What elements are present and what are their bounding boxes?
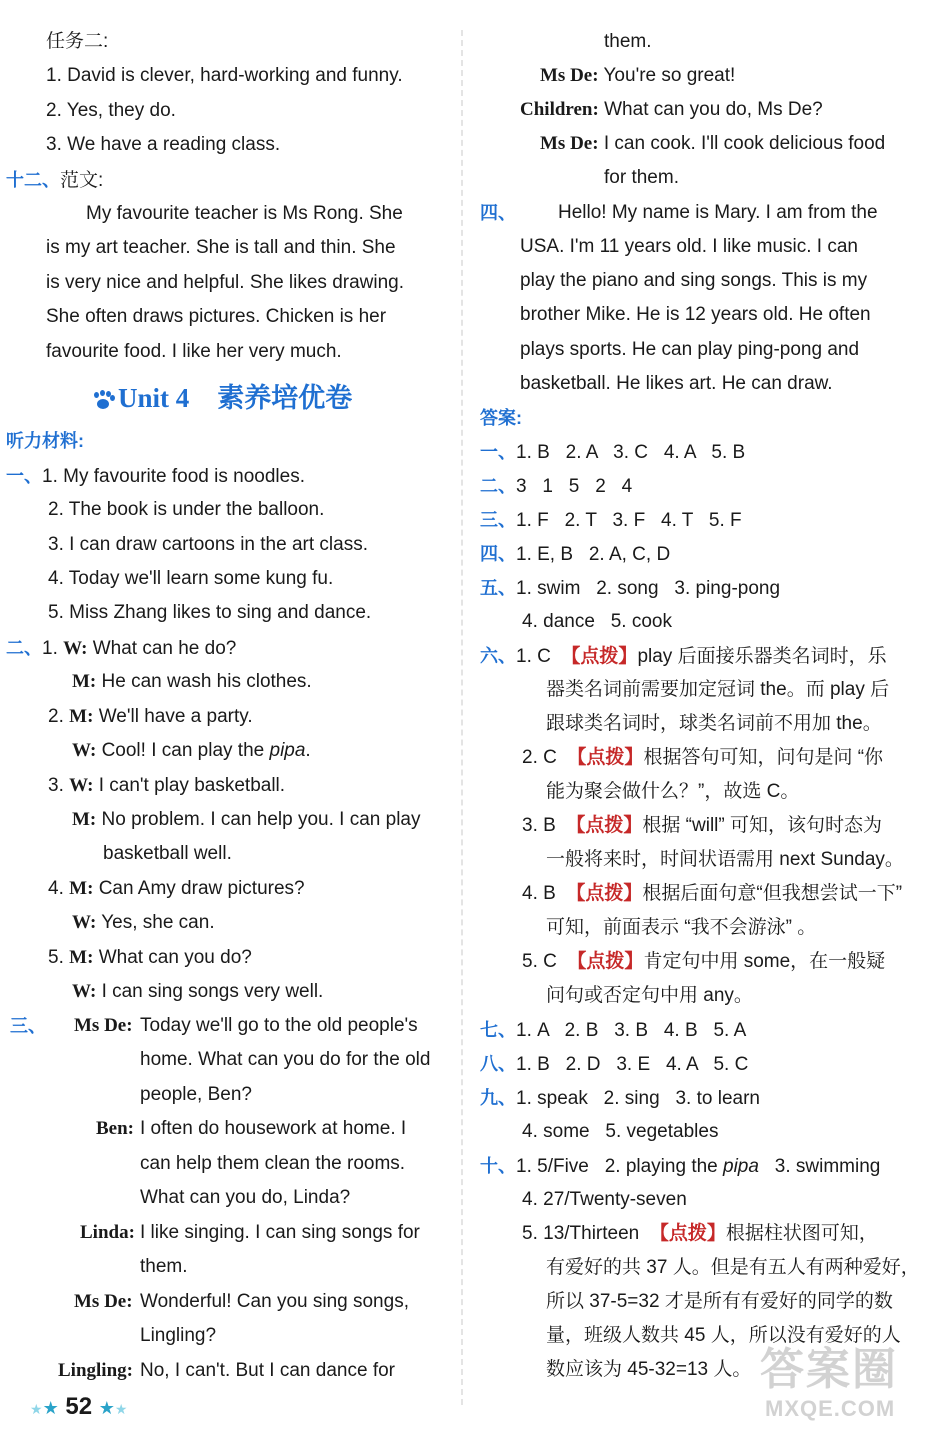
task2-item: 2. Yes, they do. xyxy=(46,100,176,121)
dialogue-row xyxy=(72,978,323,1006)
answer-text: 1. F 2. T 3. F 4. T 5. F xyxy=(516,510,742,531)
answer-row xyxy=(480,1050,748,1078)
speaker: Ms De: xyxy=(540,65,599,86)
explanation: 有爱好的共 37 人。但是有五人有两种爱好， xyxy=(546,1257,920,1278)
unit-subtitle: 素养培优卷 xyxy=(217,383,353,413)
tip-tag: 【点拨】 xyxy=(566,815,643,836)
section-label: 二、 xyxy=(480,476,516,496)
explanation: play 后面接乐器类名词时，乐 xyxy=(637,646,887,667)
speaker: Children: xyxy=(520,99,599,120)
dialogue-line: . xyxy=(305,740,311,761)
dialogue-line: I can cook. I'll cook delicious food xyxy=(603,133,886,154)
section-label: 一、 xyxy=(480,442,516,462)
explanation: 根据答句可知，问句是问 “你 xyxy=(643,747,884,768)
dialogue-line: Can Amy draw pictures? xyxy=(98,878,305,899)
speaker: W: xyxy=(63,638,88,659)
dialogue-line: home. What can you do for the old xyxy=(140,1049,431,1070)
section-label-3: 三、 xyxy=(10,1016,46,1036)
answer-text: 1. speak 2. sing 3. to learn xyxy=(516,1088,760,1109)
explanation: 肯定句中用 some，在一般疑 xyxy=(643,951,886,972)
section-label: 三、 xyxy=(480,510,516,530)
task2-item: 1. David is clever, hard-working and funny. xyxy=(46,65,403,86)
answer-text: 1. E, B 2. A, C, D xyxy=(516,544,671,565)
dialogue-row xyxy=(48,772,285,800)
explanation: 根据柱状图可知， xyxy=(725,1223,878,1244)
dialogue-line: I often do housework at home. I xyxy=(140,1118,407,1139)
q12-row xyxy=(6,166,103,194)
column-divider xyxy=(461,30,463,1405)
speaker: Ms De: xyxy=(74,1291,133,1312)
paw-icon xyxy=(92,392,114,410)
passage-line: basketball. He likes art. He can draw. xyxy=(520,373,833,394)
dialogue-number: 2. xyxy=(48,706,64,727)
speaker: W: xyxy=(72,740,97,761)
dialogue-line-italic: pipa xyxy=(269,740,306,761)
listening-label: 听力材料: xyxy=(6,431,84,451)
answer-row xyxy=(522,880,902,908)
dialogue-line: people, Ben? xyxy=(140,1084,252,1105)
answer-text: 3 1 5 2 4 xyxy=(516,476,633,497)
section-label: 八、 xyxy=(480,1054,516,1074)
dialogue-line: can help them clean the rooms. xyxy=(140,1153,406,1174)
dialogue-number: 1. xyxy=(42,638,58,659)
dialogue-row xyxy=(540,130,885,158)
passage-line: brother Mike. He is 12 years old. He often xyxy=(520,304,871,325)
answers-label: 答案: xyxy=(480,408,522,428)
dialogue-line: What can you do, Ms De? xyxy=(604,99,823,120)
explanation: 跟球类名词时，球类名词前不用加 the。 xyxy=(546,713,882,734)
tip-tag: 【点拨】 xyxy=(566,883,643,904)
dialogue-row xyxy=(48,703,253,731)
answer-row xyxy=(480,506,742,534)
speaker: Ms De: xyxy=(74,1015,133,1036)
star-icon: ★ xyxy=(114,1401,128,1417)
answer-row xyxy=(522,744,883,772)
section-label: 七、 xyxy=(480,1020,516,1040)
speaker: M: xyxy=(69,706,94,727)
dialogue-line: What can you do, Linda? xyxy=(140,1187,351,1208)
explanation: 数应该为 45-32=13 人。 xyxy=(546,1359,752,1380)
answer-key: 1. C xyxy=(516,646,551,667)
dialogue-line: We'll have a party. xyxy=(98,706,253,727)
task2-item: 3. We have a reading class. xyxy=(46,134,281,155)
answer-text-italic: pipa xyxy=(723,1156,759,1177)
watermark xyxy=(760,1345,898,1421)
speaker: Linda: xyxy=(80,1222,135,1243)
dialogue-row xyxy=(72,806,421,834)
answer-row xyxy=(480,642,887,670)
explanation: 所以 37-5=32 才是所有有爱好的同学的数 xyxy=(546,1291,893,1312)
answer-text: 1. B 2. A 3. C 4. A 5. B xyxy=(516,442,746,463)
watermark-url: MXQE.COM xyxy=(765,1396,896,1421)
star-icon: ★ xyxy=(30,1401,43,1417)
star-icon: ★ xyxy=(42,1398,59,1418)
dialogue-line: I can sing songs very well. xyxy=(101,981,324,1002)
unit-title xyxy=(92,380,352,416)
section-label-4: 四、 xyxy=(480,203,516,223)
star-icon: ★ xyxy=(98,1398,115,1418)
answer-text: 4. dance 5. cook xyxy=(522,611,672,632)
dialogue-line: Lingling? xyxy=(140,1325,217,1346)
answer-text: 4. some 5. vegetables xyxy=(522,1121,719,1142)
q2-row xyxy=(6,634,236,662)
answer-row xyxy=(480,574,780,602)
dialogue-line: Wonderful! Can you sing songs, xyxy=(140,1291,409,1312)
answer-key: 5. C xyxy=(522,951,557,972)
dialogue-line: He can wash his clothes. xyxy=(101,671,312,692)
listening-item: 4. Today we'll learn some kung fu. xyxy=(48,568,334,589)
answer-key: 3. B xyxy=(522,815,556,836)
section-label: 五、 xyxy=(480,578,516,598)
dialogue-row xyxy=(72,737,311,765)
explanation: 器类名词前需要加定冠词 the。而 play 后 xyxy=(546,679,890,700)
answer-key: 5. 13/Thirteen xyxy=(522,1223,640,1244)
dialogue-line: Today we'll go to the old people's xyxy=(140,1015,418,1036)
dialogue-line: I like singing. I can sing songs for xyxy=(140,1222,420,1243)
explanation: 能为聚会做什么？”，故选 C。 xyxy=(546,781,800,802)
dialogue-line: What can you do? xyxy=(98,947,252,968)
task2-heading: 任务二: xyxy=(46,31,109,52)
dialogue-line: basketball well. xyxy=(103,843,232,864)
listening-item: 5. Miss Zhang likes to sing and dance. xyxy=(48,602,372,623)
speaker: M: xyxy=(72,671,97,692)
section-label: 六、 xyxy=(480,646,516,666)
tip-tag: 【点拨】 xyxy=(567,951,644,972)
passage-line: Hello! My name is Mary. I am from the xyxy=(558,202,878,223)
unit-title-text: Unit 4 xyxy=(118,383,190,413)
watermark-text: 答案圈 xyxy=(760,1345,898,1394)
section-label: 四、 xyxy=(480,544,516,564)
answer-row xyxy=(522,812,882,840)
essay-line: She often draws pictures. Chicken is her xyxy=(46,306,387,327)
q12-heading: 范文: xyxy=(60,170,104,191)
answer-row xyxy=(480,1084,760,1112)
answer-row xyxy=(522,948,885,976)
dialogue-row xyxy=(48,875,305,903)
dialogue-row xyxy=(72,909,215,937)
essay-line: My favourite teacher is Ms Rong. She xyxy=(86,203,403,224)
page-number-row xyxy=(30,1392,127,1424)
dialogue-line: them. xyxy=(140,1256,188,1277)
speaker: Lingling: xyxy=(58,1360,133,1381)
dialogue-row xyxy=(48,944,252,972)
explanation: 一般将来时，时间状语需用 next Sunday。 xyxy=(546,849,904,870)
essay-line: is very nice and helpful. She likes drawing. xyxy=(46,272,405,293)
section-label-1: 一、 xyxy=(6,466,42,486)
dialogue-number: 5. xyxy=(48,947,64,968)
answer-row xyxy=(480,1016,746,1044)
answer-text: 1. 5/Five 2. playing the xyxy=(516,1156,724,1177)
answer-text: 3. swimming xyxy=(758,1156,881,1177)
tip-tag: 【点拨】 xyxy=(567,747,644,768)
answer-row xyxy=(480,472,632,500)
section-label-12: 十二、 xyxy=(6,170,60,190)
explanation: 根据后面句意“但我想尝试一下” xyxy=(642,883,903,904)
answer-text: 4. 27/Twenty-seven xyxy=(522,1189,687,1210)
section-label-2: 二、 xyxy=(6,638,42,658)
answer-key: 4. B xyxy=(522,883,556,904)
answer-key: 2. C xyxy=(522,747,557,768)
section-label: 九、 xyxy=(480,1088,516,1108)
listening-item: 1. My favourite food is noodles. xyxy=(42,466,305,487)
speaker: W: xyxy=(72,912,97,933)
speaker: M: xyxy=(69,878,94,899)
essay-line: favourite food. I like her very much. xyxy=(46,341,342,362)
answer-row xyxy=(522,1220,878,1248)
answer-text: 1. swim 2. song 3. ping-pong xyxy=(516,578,781,599)
answer-text: 1. A 2. B 3. B 4. B 5. A xyxy=(516,1020,747,1041)
speaker: W: xyxy=(72,981,97,1002)
tip-tag: 【点拨】 xyxy=(561,646,638,667)
tip-tag: 【点拨】 xyxy=(649,1223,726,1244)
speaker: Ben: xyxy=(96,1118,134,1139)
speaker: W: xyxy=(69,775,94,796)
explanation: 量，班级人数共 45 人，所以没有爱好的人 xyxy=(546,1325,901,1346)
dialogue-line: Yes, she can. xyxy=(101,912,215,933)
q1-row xyxy=(6,462,305,490)
dialogue-line: them. xyxy=(604,31,652,52)
dialogue-line: Cool! I can play the xyxy=(101,740,270,761)
section-label: 十、 xyxy=(480,1156,516,1176)
dialogue-row xyxy=(520,96,823,124)
dialogue-line: What can he do? xyxy=(92,638,237,659)
passage-line: play the piano and sing songs. This is my xyxy=(520,270,868,291)
dialogue-line: for them. xyxy=(604,167,679,188)
dialogue-line: No, I can't. But I can dance for xyxy=(140,1360,395,1381)
essay-line: is my art teacher. She is tall and thin. She xyxy=(46,237,396,258)
dialogue-row xyxy=(540,62,735,90)
dialogue-line: I can't play basketball. xyxy=(98,775,286,796)
dialogue-row xyxy=(72,668,312,696)
dialogue-number: 3. xyxy=(48,775,64,796)
listening-item: 2. The book is under the balloon. xyxy=(48,499,325,520)
answer-row xyxy=(480,1152,880,1180)
passage-line: USA. I'm 11 years old. I like music. I can xyxy=(520,236,859,257)
page-number: 52 xyxy=(65,1393,93,1420)
passage-line: plays sports. He can play ping-pong and xyxy=(520,339,860,360)
speaker: Ms De: xyxy=(540,133,599,154)
speaker: M: xyxy=(72,809,97,830)
listening-item: 3. I can draw cartoons in the art class. xyxy=(48,534,368,555)
explanation: 问句或否定句中用 any。 xyxy=(546,985,753,1006)
dialogue-line: No problem. I can help you. I can play xyxy=(101,809,421,830)
speaker: M: xyxy=(69,947,94,968)
dialogue-line: You're so great! xyxy=(603,65,736,86)
answer-row xyxy=(480,438,745,466)
answer-row xyxy=(480,540,670,568)
answer-text: 1. B 2. D 3. E 4. A 5. C xyxy=(516,1054,749,1075)
explanation: 根据 “will” 可知，该句时态为 xyxy=(642,815,882,836)
explanation: 可知，前面表示 “我不会游泳” 。 xyxy=(546,917,817,938)
dialogue-number: 4. xyxy=(48,878,64,899)
